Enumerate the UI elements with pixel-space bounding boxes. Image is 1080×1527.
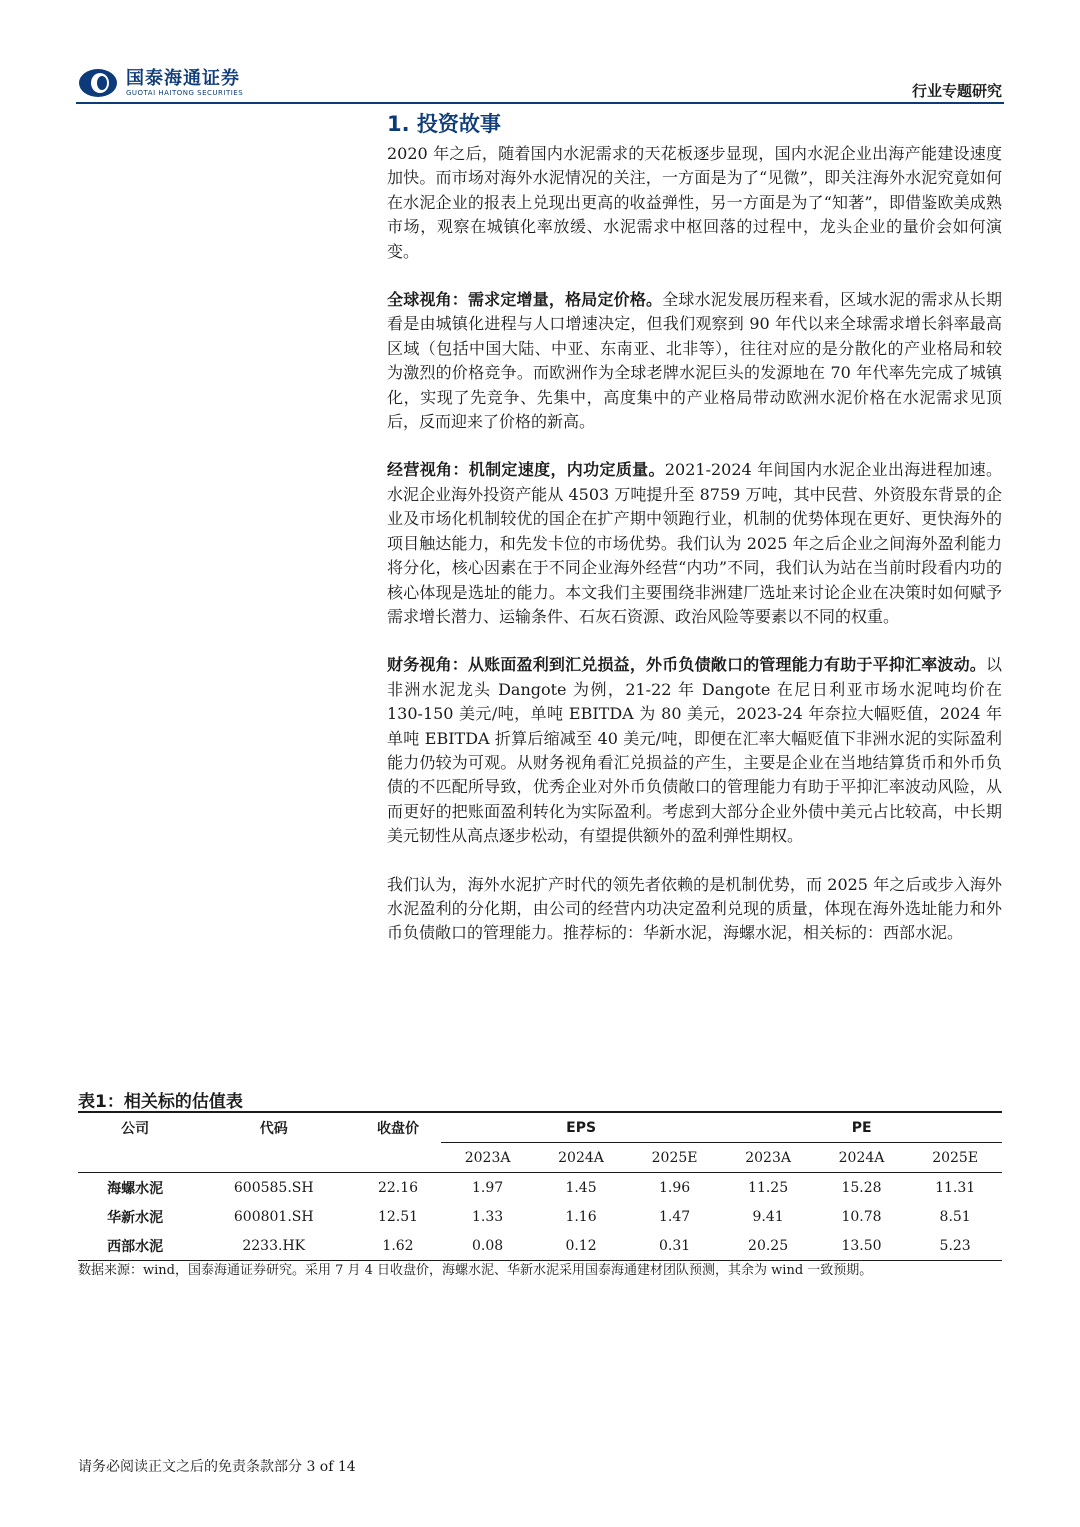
cell-close: 22.16 (377, 1179, 419, 1196)
table-title: 表1：相关标的估值表 (78, 1092, 243, 1112)
cell-pe: 15.28 (841, 1179, 882, 1196)
header-year: 2024A (815, 1143, 908, 1173)
cell-eps: 1.47 (658, 1208, 691, 1225)
cell-eps: 1.45 (565, 1179, 597, 1196)
cell-eps: 0.08 (441, 1231, 534, 1261)
paragraph (387, 458, 1002, 629)
cell-pe: 13.50 (815, 1231, 908, 1261)
paragraph-text: 2021-2024 年间国内水泥企业出海进程加速。水泥企业海外投资产能从 4503 万吨提升至 8759 万吨，其中民营、外资股东背景的企业及市场化机制较优的国企在扩产期中领跑行业，机制的优势体现在更好、更快海外的项目触达能力，和先发卡位的市场优势。我们认为 2025 年之后企业之间海外盈利能力将分化，核心因素在于不同企业海外经营“内功”不同，我们认为站在当前时段看内功的核心体现是选址的能力。本文我们主要围绕非洲建厂选址来讨论企业在决策时如何赋予需求增长潜力、运输条件、石灰石资源、政治风险等要素以不同的权重。 (387, 460, 1002, 626)
cell-eps: 0.31 (628, 1231, 722, 1261)
page-header (78, 62, 1002, 104)
cell-pe: 5.23 (908, 1231, 1002, 1261)
header-eps: EPS (441, 1112, 722, 1143)
header-close: 收盘价 (355, 1112, 441, 1143)
cell-close: 12.51 (377, 1208, 419, 1225)
header-year: 2025E (908, 1143, 1002, 1173)
table-row (78, 1202, 1002, 1231)
brand-name-cn: 国泰海通证券 (126, 67, 240, 89)
cell-eps: 0.12 (534, 1231, 627, 1261)
table-row (78, 1231, 1002, 1261)
cell-code: 600801.SH (233, 1208, 314, 1225)
table-row (78, 1173, 1002, 1203)
cell-company: 西部水泥 (78, 1231, 192, 1261)
cell-code: 600585.SH (233, 1179, 314, 1196)
header-year: 2023A (441, 1143, 534, 1173)
header-year: 2024A (534, 1143, 627, 1173)
cell-eps: 1.97 (472, 1179, 504, 1196)
cell-close: 1.62 (355, 1231, 441, 1261)
header-year: 2025E (628, 1143, 722, 1173)
valuation-table (78, 1111, 1002, 1261)
section-title: 1. 投资故事 (387, 112, 501, 136)
cell-pe: 20.25 (721, 1231, 814, 1261)
page-footer: 请务必阅读正文之后的免责条款部分 3 of 14 (78, 1459, 356, 1475)
paragraph-text: 全球水泥发展历程来看，区域水泥的需求从长期看是由城镇化进程与人口增速决定，但我们观察到 90 年代以来全球需求增长斜率最高区域（包括中国大陆、中亚、东南亚、北非等），往往对应的是分散化的产业格局和较为激烈的价格竞争。而欧洲作为全球老牌水泥巨头的发源地在 70 年代率先完成了城镇化，实现了先竞争、先集中，高度集中的产业格局带动欧洲水泥价格在水泥需求见顶后，反而迎来了价格的新高。 (387, 290, 1002, 432)
header-divider (76, 102, 1004, 104)
report-type: 行业专题研究 (911, 82, 1002, 100)
brand-name-en: GUOTAI HAITONG SECURITIES (126, 88, 244, 97)
cell-eps: 1.16 (565, 1208, 597, 1225)
header-pe: PE (721, 1112, 1002, 1143)
paragraph-lead: 财务视角：从账面盈利到汇兑损益，外币负债敞口的管理能力有助于平抑汇率波动。 (387, 655, 986, 675)
paragraph-text: 以非洲水泥龙头 Dangote 为例，21-22 年 Dangote 在尼日利亚市场水泥吨均价在 130-150 美元/吨，单吨 EBITDA 为 80 美元，2023-24 年奈拉大幅贬值，2024 年单吨 EBITDA 折算后缩减至 40 美元/吨，即便在汇率大幅贬值下非洲水泥的实际盈利能力仍较为可观。从财务视角看汇兑损益的产生，主要是企业在当地结算货币和外币负债的不匹配所导致，优秀企业对外币负债敞口的管理能力有助于平抑汇率波动风险，从而更好的把账面盈利转化为实际盈利。考虑到大部分企业外债中美元占比较高，中长期美元韧性从高点逐步松动，有望提供额外的盈利弹性期权。 (387, 655, 1002, 846)
paragraph-text: 我们认为，海外水泥扩产时代的领先者依赖的是机制优势，而 2025 年之后或步入海外水泥盈利的分化期，由公司的经营内功决定盈利兑现的质量，体现在海外选址能力和外币负债敞口的管理能力。推荐标的：华新水泥，海螺水泥，相关标的：西部水泥。 (387, 874, 1002, 943)
paragraph-lead: 经营视角：机制定速度，内功定质量。 (387, 460, 665, 480)
header-blank (192, 1143, 355, 1173)
brand-logo-icon (78, 68, 118, 98)
cell-company: 海螺水泥 (107, 1180, 164, 1197)
cell-pe: 10.78 (841, 1208, 882, 1225)
paragraph (387, 873, 1002, 946)
cell-pe: 9.41 (752, 1208, 784, 1225)
paragraph-lead: 全球视角：需求定增量，格局定价格。 (387, 290, 663, 310)
cell-code: 2233.HK (192, 1231, 355, 1261)
header-code: 代码 (192, 1112, 355, 1143)
cell-company: 华新水泥 (107, 1209, 164, 1226)
brand-logo (78, 68, 243, 98)
cell-eps: 1.96 (658, 1179, 691, 1196)
cell-pe: 11.25 (748, 1179, 789, 1196)
paragraph-text: 2020 年之后，随着国内水泥需求的天花板逐步显现，国内水泥企业出海产能建设速度加快。而市场对海外水泥情况的关注，一方面是为了“见微”，即关注海外水泥究竟如何在水泥企业的报表上兑现出更高的收益弹性，另一方面是为了“知著”，即借鉴欧美成熟市场，观察在城镇化率放缓、水泥需求中枢回落的过程中，龙头企业的量价会如何演变。 (387, 144, 1002, 261)
cell-pe: 8.51 (939, 1208, 971, 1225)
table-source-note: 数据来源：wind，国泰海通证券研究。采用 7 月 4 日收盘价，海螺水泥、华新水泥采用国泰海通建材团队预测，其余为 wind 一致预期。 (78, 1263, 873, 1278)
header-company: 公司 (78, 1112, 192, 1143)
paragraph (387, 653, 1002, 848)
main-content (387, 108, 1002, 970)
paragraph (387, 142, 1002, 264)
cell-pe: 11.31 (935, 1179, 976, 1196)
cell-eps: 1.33 (472, 1208, 504, 1225)
paragraph (387, 288, 1002, 434)
header-year: 2023A (721, 1143, 814, 1173)
header-blank (78, 1143, 192, 1173)
header-blank (355, 1143, 441, 1173)
